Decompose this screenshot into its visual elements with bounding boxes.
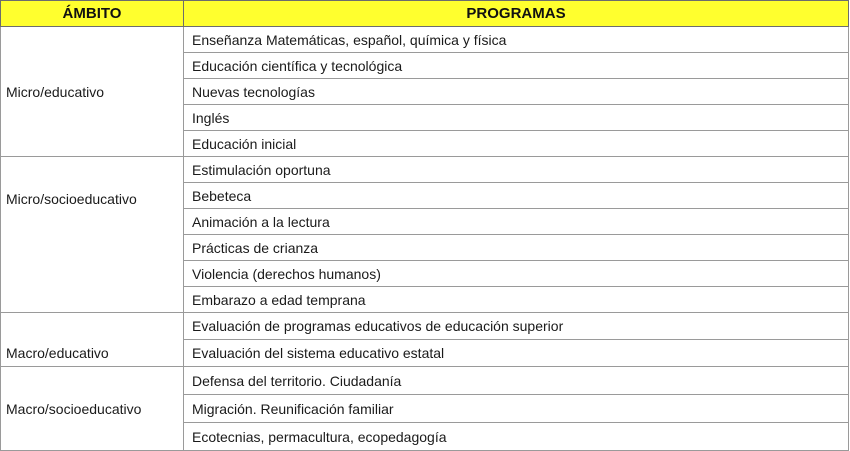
header-programas: PROGRAMAS — [184, 1, 849, 27]
programa-cell: Ecotecnias, permacultura, ecopedagogía — [184, 423, 849, 451]
programa-cell: Enseñanza Matemáticas, español, química y física — [184, 27, 849, 53]
programa-cell: Violencia (derechos humanos) — [184, 261, 849, 287]
table-header-row — [1, 1, 849, 27]
programa-cell: Educación científica y tecnológica — [184, 53, 849, 79]
table-row — [1, 27, 849, 53]
programa-cell: Nuevas tecnologías — [184, 79, 849, 105]
table-row — [1, 157, 849, 183]
programa-cell: Migración. Reunificación familiar — [184, 395, 849, 423]
programa-cell: Evaluación del sistema educativo estatal — [184, 340, 849, 367]
programa-cell: Evaluación de programas educativos de educación superior — [184, 313, 849, 340]
table-row — [1, 367, 849, 395]
programa-cell: Estimulación oportuna — [184, 157, 849, 183]
programa-cell: Animación a la lectura — [184, 209, 849, 235]
ambito-cell: Micro/educativo — [1, 27, 184, 157]
ambito-cell: Micro/socioeducativo — [1, 157, 184, 313]
programa-cell: Prácticas de crianza — [184, 235, 849, 261]
programa-cell: Embarazo a edad temprana — [184, 287, 849, 313]
header-ambito: ÁMBITO — [1, 1, 184, 27]
table-row — [1, 313, 849, 340]
programa-cell: Bebeteca — [184, 183, 849, 209]
programa-cell: Defensa del territorio. Ciudadanía — [184, 367, 849, 395]
ambito-cell: Macro/socioeducativo — [1, 367, 184, 451]
programa-cell: Educación inicial — [184, 131, 849, 157]
programa-cell: Inglés — [184, 105, 849, 131]
ambito-cell: Macro/educativo — [1, 313, 184, 367]
